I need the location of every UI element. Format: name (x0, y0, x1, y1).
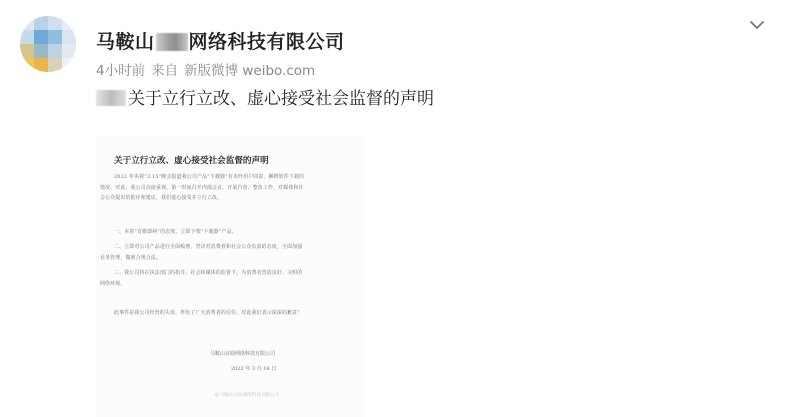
post-meta (96, 62, 321, 80)
document-paragraph: 此事件是我公司经营的失误，辜负了广大消费者的信任，对此我们表示深深的歉意！ (114, 310, 303, 316)
author-name[interactable] (96, 31, 345, 53)
statement-document (96, 136, 366, 417)
chevron-down-icon[interactable] (746, 14, 768, 36)
author-name-suffix: 网络科技有限公司 (188, 31, 345, 53)
attached-statement-image[interactable] (96, 136, 366, 417)
avatar[interactable] (20, 16, 76, 72)
redacted-block (96, 90, 126, 106)
post-time[interactable]: 4小时前 (96, 63, 146, 79)
post-text-content: 关于立行立改、虚心接受社会监督的声明 (128, 89, 434, 109)
document-title: 关于立行立改、虚心接受社会监督的声明 (114, 156, 269, 166)
post-text (96, 88, 434, 110)
post-source[interactable]: 新版微博 weibo.com (184, 63, 316, 79)
document-signer: 马鞍山百助网络科技有限公司 (210, 351, 276, 357)
document-paragraph: 三、我公司将在执法部门的指导、社会和媒体的监督下，为消费者营造良好、文明的网络环境。 (100, 270, 303, 287)
image-watermark: @马鞍山百助网络科技有限公司 (215, 393, 280, 398)
document-paragraph: 一、本着“有错即纠”的态度，立即下架“下载器”产品。 (114, 229, 237, 235)
source-prefix: 来自 (151, 63, 179, 79)
author-name-prefix: 马鞍山 (96, 31, 155, 53)
document-paragraph: 二、立即对公司产品进行全面梳理，坚决对消费者和社会公众负责的态度，全面加强业务管理，做到合规合法。 (100, 244, 303, 261)
document-date: 2022 年 3 月 16 日 (231, 366, 277, 372)
document-paragraph: 2022 年央视“3.15”晚会报道我公司产品“下载器”有未经用户同意、捆绑软件下载的情况，对此，我公司高度重视，第一时间召开内部会议，开展自查、整改工作，对媒体和社会公众提出的批评和建议，我们虚心接受并立行立改。 (100, 174, 305, 201)
redacted-block (156, 33, 188, 51)
